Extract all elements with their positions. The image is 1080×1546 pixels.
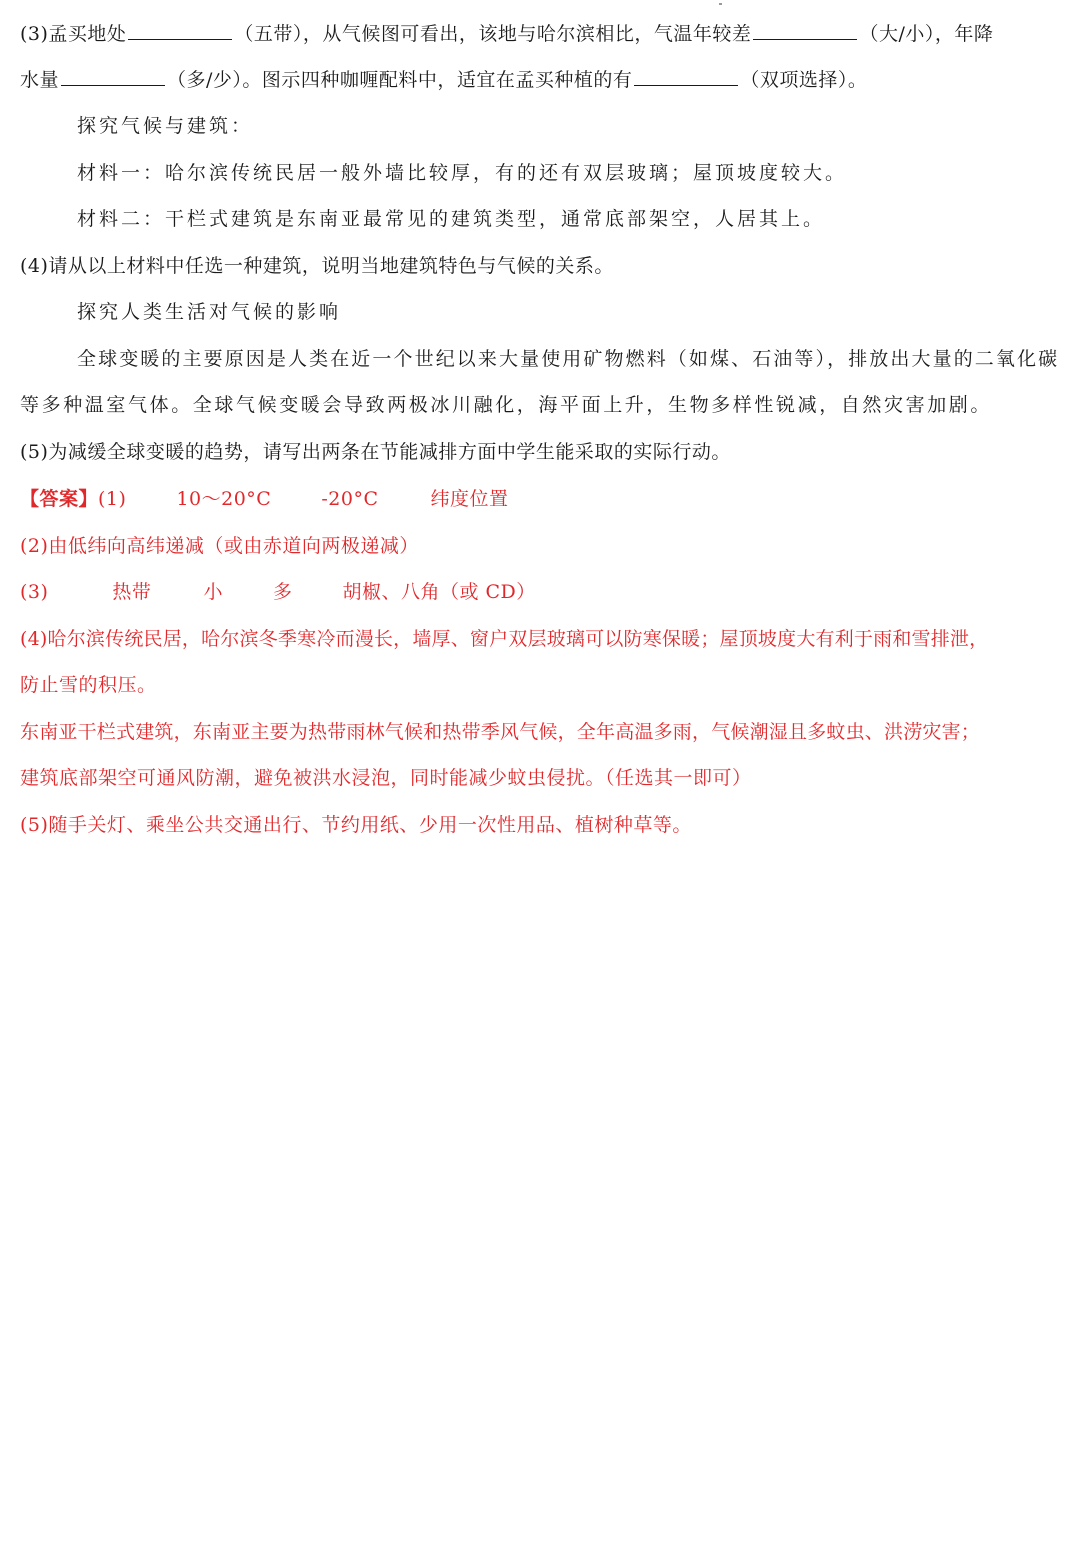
- answer-2: (2)由低纬向高纬递减（或由赤道向两极递减）: [20, 535, 419, 557]
- answer-label: 【答案】: [20, 488, 99, 510]
- answer-3-value-4: 胡椒、八角（或 CD）: [342, 581, 536, 603]
- answer-3-value-3: 多: [272, 581, 293, 603]
- answer-1-value-3: 纬度位置: [430, 488, 509, 510]
- answer-3-number: (3): [20, 581, 49, 603]
- section-heading-building: 探究气候与建筑：: [77, 115, 254, 137]
- answer-3-value-1: 热带: [112, 581, 152, 603]
- paragraph-line-1: 全球变暖的主要原因是人类在近一个世纪以来大量使用矿物燃料（如煤、石油等），排放出大量的二氧化碳: [77, 348, 1060, 370]
- question-4: (4)请从以上材料中任选一种建筑，说明当地建筑特色与气候的关系。: [20, 255, 614, 277]
- scan-speck: [719, 3, 722, 5]
- question-3-text-c: （大/小），年降: [859, 23, 994, 45]
- question-3-text-e: （多/少）。图示四种咖喱配料中，适宜在孟买种植的有: [167, 69, 633, 91]
- answer-blank-range[interactable]: [753, 19, 857, 40]
- answer-1-number: (1): [98, 488, 127, 510]
- answer-4-line-4: 建筑底部架空可通风防潮，避免被洪水浸泡，同时能减少蚊虫侵扰。（任选其一即可）: [20, 767, 752, 789]
- question-3-line-1: [20, 19, 1065, 48]
- answer-blank-choice[interactable]: [634, 65, 738, 86]
- question-3-text-d: 水量: [20, 69, 60, 91]
- question-3-text-f: （双项选择）。: [740, 69, 868, 91]
- question-3-text-a: (3)孟买地处: [20, 23, 127, 45]
- answer-3-value-2: 小: [203, 581, 223, 603]
- answer-4-line-1: (4)哈尔滨传统民居，哈尔滨冬季寒冷而漫长，墙厚、窗户双层玻璃可以防寒保暖；屋顶坡度大有利于雨和雪排泄，: [20, 628, 989, 650]
- question-3-text-b: （五带），从气候图可看出，该地与哈尔滨相比，气温年较差: [234, 23, 752, 45]
- material-1: 材料一：哈尔滨传统民居一般外墙比较厚，有的还有双层玻璃；屋顶坡度较大。: [77, 162, 848, 184]
- answer-blank-zone[interactable]: [128, 19, 232, 40]
- answer-1: [20, 485, 1065, 513]
- answer-4-line-3: 东南亚干栏式建筑，东南亚主要为热带雨林气候和热带季风气候，全年高温多雨，气候潮湿且多蚊虫、洪涝灾害；: [20, 721, 981, 743]
- answer-1-value-1: 10～20°C: [176, 488, 272, 510]
- answer-5: (5)随手关灯、乘坐公共交通出行、节约用纸、少用一次性用品、植树种草等。: [20, 814, 692, 836]
- answer-4-line-2: 防止雪的积压。: [20, 674, 157, 696]
- question-5: (5)为减缓全球变暖的趋势，请写出两条在节能减排方面中学生能采取的实际行动。: [20, 441, 731, 463]
- answer-1-value-2: -20°C: [321, 488, 379, 510]
- material-2: 材料二：干栏式建筑是东南亚最常见的建筑类型，通常底部架空，人居其上。: [77, 208, 826, 230]
- question-3-line-2: [20, 65, 1065, 94]
- paragraph-line-2: 等多种温室气体。全球气候变暖会导致两极冰川融化，海平面上升，生物多样性锐减，自然灾害加剧。: [20, 394, 993, 416]
- answer-blank-precip[interactable]: [61, 65, 165, 86]
- section-heading-human-impact: 探究人类生活对气候的影响: [77, 301, 342, 323]
- answer-3: [20, 578, 1065, 606]
